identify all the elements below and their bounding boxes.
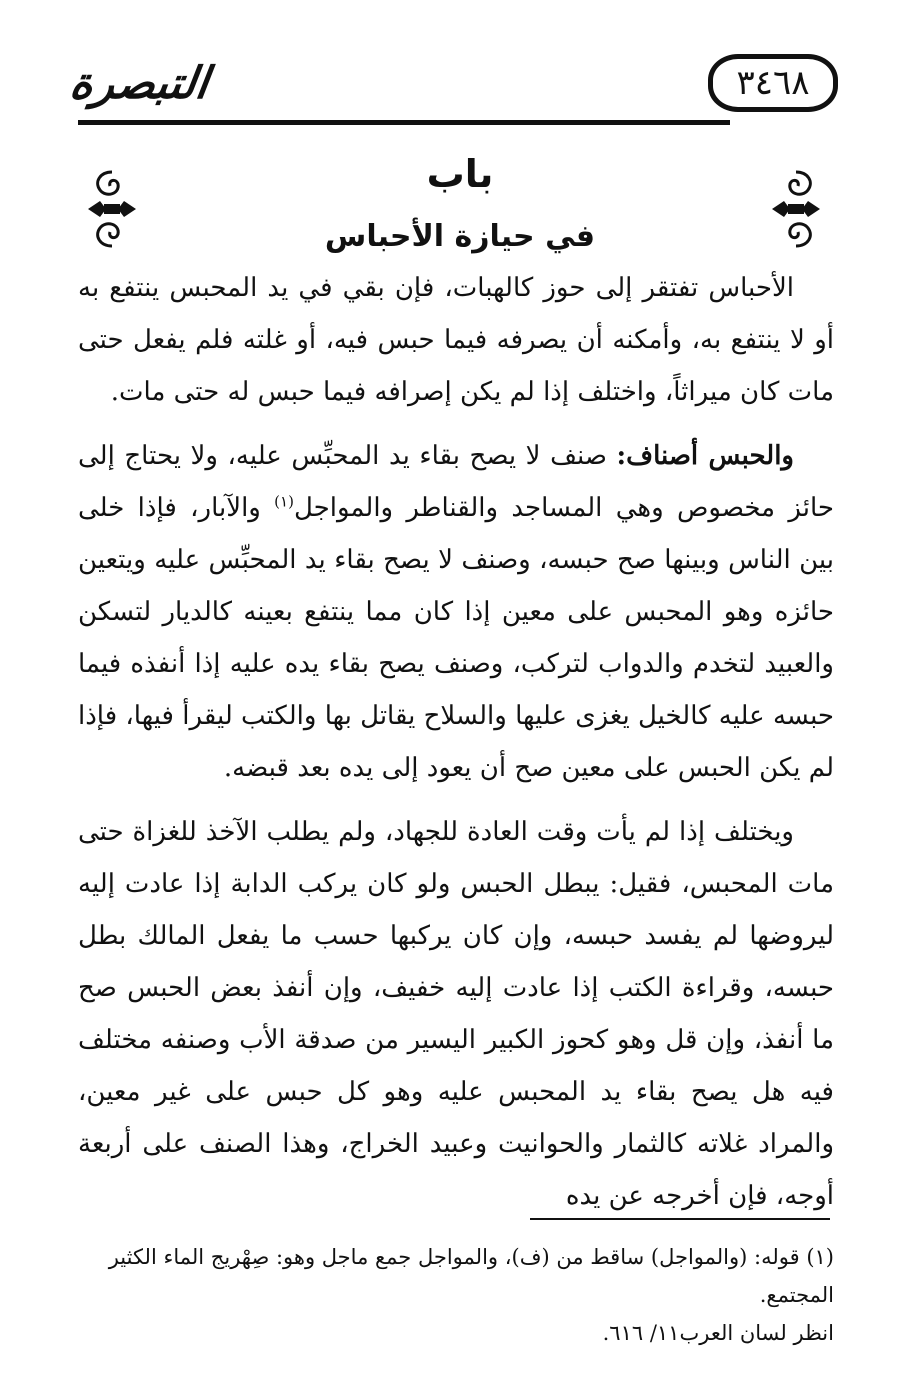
footnotes xyxy=(78,1238,834,1352)
footnote-1: (١) قوله: (والمواجل) ساقط من (ف)، والمواجل جمع ماجل وهو: صِهْريج الماء الكثير المجتمع. xyxy=(108,1245,834,1307)
footnote-separator xyxy=(530,1218,830,1220)
chapter-subtitle: في حيازة الأحباس xyxy=(324,219,596,254)
header-rule xyxy=(78,120,730,125)
ornament-icon xyxy=(770,168,822,250)
paragraph-2-text-a: صنف لا يصح بقاء يد المحبِّس عليه، ولا يحتاج إلى حائز مخصوص وهي المساجد والقناطر والمواجل xyxy=(78,441,834,523)
footnote-1-reference: انظر لسان العرب١١/ ٦١٦. xyxy=(602,1321,834,1345)
page-header xyxy=(66,40,840,126)
main-text xyxy=(78,262,834,1234)
footnote-marker: (١) xyxy=(274,492,294,511)
book-title-logo: التبصرة xyxy=(66,58,212,109)
ornament-icon xyxy=(86,168,138,250)
paragraph-2-text-b: والآبار، فإذا خلى بين الناس وبينها صح حبسه، وصنف لا يصح بقاء يد المحبِّس عليه ويتعين حائزه وهو المحبس على معين إذا كان مما ينتفع بعينه كالديار لتسكن والعبيد لتخدم والدواب لتركب، وصنف يصح بقاء يده عليه إذا أنفذه فيما حبسه عليه كالخيل يغزى عليها والسلاح يقاتل بها والكتب ليقرأ فيها، فإذا لم يكن الحبس على معين صح أن يعود إلى يده بعد قبضه. xyxy=(78,493,834,783)
paragraph-1: الأحباس تفتقر إلى حوز كالهبات، فإن بقي في يد المحبس ينتفع به أو لا ينتفع به، وأمكنه أن يصرفه فيما حبس فيه، أو غلته فلم يفعل حتى مات كان ميراثاً، واختلف إذا لم يكن إصرافه فيما حبس له حتى مات. xyxy=(78,273,834,407)
paragraph-2 xyxy=(78,430,834,794)
paragraph-3: ويختلف إذا لم يأت وقت العادة للجهاد، ولم يطلب الآخذ للغزاة حتى مات المحبس، فقيل: يبطل الحبس ولو كان يركب الدابة إذا عادت إليه ليروضها لم يفسد حبسه، وإن كان يركبها حسب ما يفعل المالك بطل حبسه، وقراءة الكتب إذا عادت إليه خفيف، وإن أنفذ بعض الحبس صح ما أنفذ، وإن قل وهو كحوز الكبير اليسير من صدقة الأب وصنفه مختلف فيه هل يصح بقاء يد المحبس عليه وهو كل حبس على غير معين، والمراد غلاته كالثمار والحوانيت وعبيد الخراج، وهذا الصنف على أربعة أوجه، فإن أخرجه عن يده xyxy=(78,817,834,1211)
page-number-badge: ٣٤٦٨ xyxy=(708,54,838,112)
paragraph-2-lead: والحبس أصناف: xyxy=(616,441,794,471)
chapter-title: باب xyxy=(426,152,494,196)
